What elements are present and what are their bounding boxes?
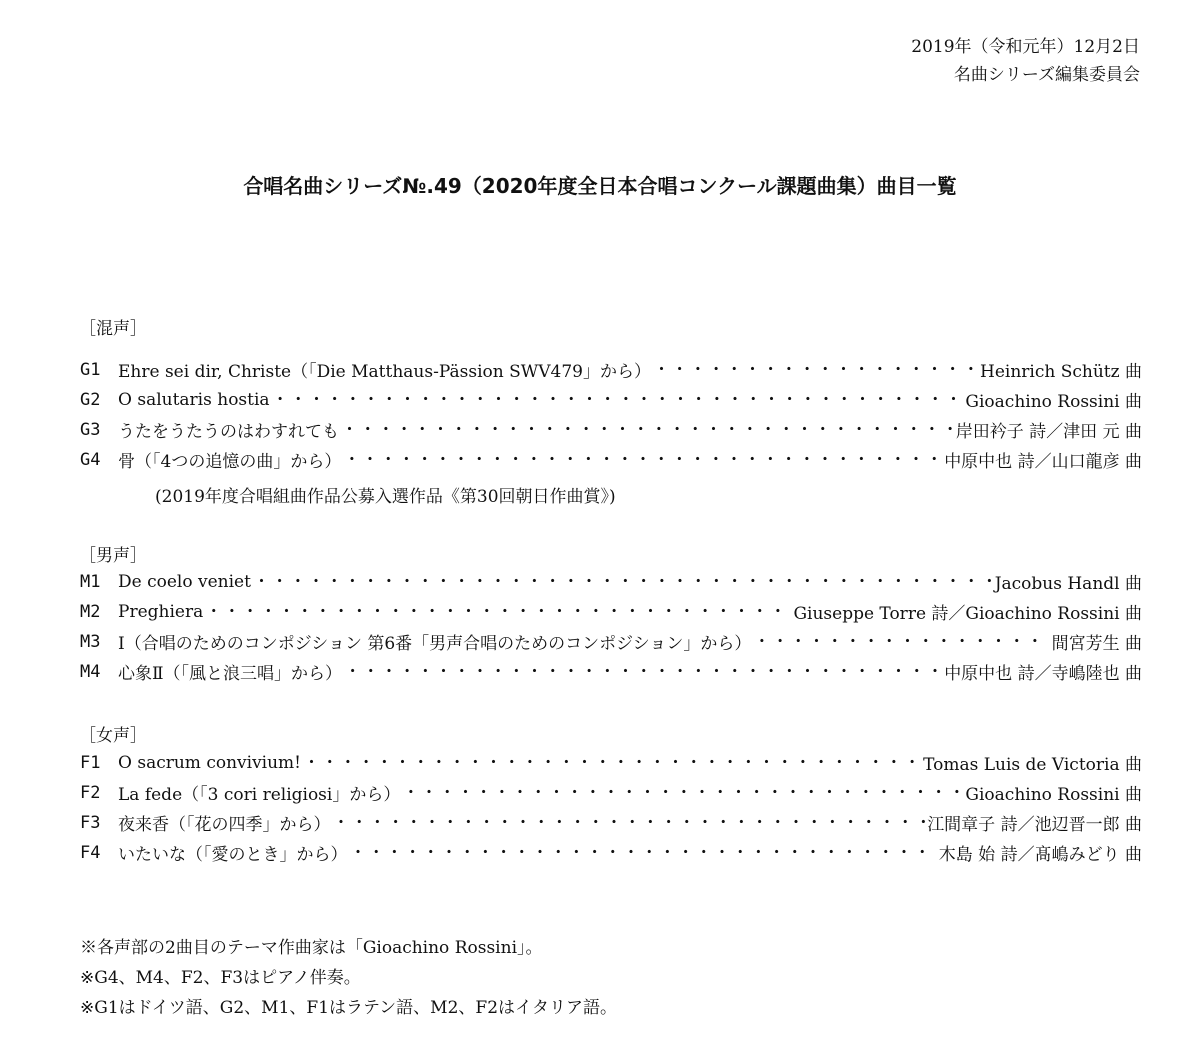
piece-title: O salutaris hostia — [118, 389, 270, 410]
list-item — [80, 808, 1142, 837]
section-heading-female: ［女声］ — [79, 726, 147, 746]
piece-code: G2 — [80, 389, 101, 410]
dot-leader — [344, 662, 942, 682]
piece-title: Ⅰ（合唱のためのコンポジション 第6番「男声合唱のためのコンポジション」から） — [118, 634, 752, 654]
dot-leader — [343, 450, 942, 470]
list-item — [80, 657, 1142, 686]
piece-code: M3 — [80, 631, 101, 652]
piece-title: Preghiera — [118, 601, 204, 622]
dot-leader — [350, 843, 937, 863]
dot-leader — [653, 360, 978, 380]
piece-code: G3 — [80, 419, 101, 440]
piece-code: F1 — [80, 752, 101, 773]
piece-title: 夜来香（「花の四季」から） — [118, 815, 331, 835]
dot-leader — [753, 632, 1049, 652]
list-item — [80, 385, 1142, 414]
dot-leader — [333, 813, 926, 833]
dot-leader — [341, 420, 954, 440]
piece-credit: Giuseppe Torre 詩／Gioachino Rossini 曲 — [793, 604, 1142, 624]
piece-title: いたいな（「愛のとき」から） — [118, 845, 348, 865]
dot-leader — [205, 602, 791, 622]
piece-title: De coelo veniet — [118, 571, 251, 592]
piece-title: Ehre sei dir, Christe（「Die Matthaus-Pässion SWV479」から） — [118, 362, 651, 382]
piece-code: M2 — [80, 601, 101, 622]
piece-title: O sacrum convivium! — [118, 752, 302, 773]
piece-credit: Heinrich Schütz 曲 — [980, 362, 1142, 382]
list-item — [80, 778, 1142, 807]
document-header — [911, 33, 1140, 89]
dot-leader — [272, 390, 964, 410]
piece-title: 心象Ⅱ（「風と浪三唱」から） — [118, 664, 343, 684]
piece-credit: 木島 始 詩／髙嶋みどり 曲 — [938, 845, 1142, 865]
piece-code: G1 — [80, 359, 101, 380]
list-item — [80, 415, 1142, 444]
footnote: ※G1はドイツ語、G2、M1、F1はラテン語、M2、F2はイタリア語。 — [80, 998, 618, 1018]
list-item — [80, 627, 1142, 656]
dot-leader — [253, 572, 993, 592]
list-item — [80, 597, 1142, 626]
section-heading-male: ［男声］ — [79, 546, 147, 566]
list-item — [80, 748, 1142, 777]
dot-leader — [303, 753, 921, 773]
piece-credit: 中原中也 詩／寺嶋陸也 曲 — [944, 664, 1142, 684]
piece-code: F2 — [80, 782, 101, 803]
piece-title: La fede（「3 cori religiosi」から） — [118, 785, 401, 805]
piece-credit: 間宮芳生 曲 — [1051, 634, 1142, 654]
piece-code: M1 — [80, 571, 101, 592]
document-title: 合唱名曲シリーズ№.49（2020年度全日本合唱コンクール課題曲集）曲目一覧 — [243, 174, 957, 198]
publisher-name: 名曲シリーズ編集委員会 — [953, 65, 1140, 85]
piece-code: G4 — [80, 449, 101, 470]
piece-code: F3 — [80, 812, 101, 833]
footnote: ※各声部の2曲目のテーマ作曲家は「Gioachino Rossini」。 — [80, 938, 543, 958]
piece-title: うたをうたうのはわすれても — [118, 422, 339, 442]
piece-title: 骨（「4つの追憶の曲」から） — [118, 452, 342, 472]
piece-code: M4 — [80, 661, 101, 682]
piece-credit: 江間章子 詩／池辺晋一郎 曲 — [927, 815, 1142, 835]
piece-code: F4 — [80, 842, 101, 863]
piece-credit: 岸田衿子 詩／津田 元 曲 — [955, 422, 1142, 442]
dot-leader — [402, 783, 963, 803]
list-item — [80, 838, 1142, 867]
section-heading-mixed: ［混声］ — [79, 319, 147, 339]
list-item — [80, 445, 1142, 474]
award-note: (2019年度合唱組曲作品公募入選作品《第30回朝日作曲賞》) — [155, 487, 616, 507]
piece-credit: Gioachino Rossini 曲 — [965, 785, 1142, 805]
issue-date: 2019年（令和元年）12月2日 — [911, 37, 1140, 57]
piece-credit: Tomas Luis de Victoria 曲 — [923, 755, 1142, 775]
piece-credit: 中原中也 詩／山口龍彦 曲 — [944, 452, 1142, 472]
list-item — [80, 355, 1142, 384]
piece-credit: Jacobus Handl 曲 — [994, 574, 1142, 594]
list-item — [80, 567, 1142, 596]
footnote: ※G4、M4、F2、F3はピアノ伴奏。 — [80, 968, 361, 988]
piece-credit: Gioachino Rossini 曲 — [965, 392, 1142, 412]
